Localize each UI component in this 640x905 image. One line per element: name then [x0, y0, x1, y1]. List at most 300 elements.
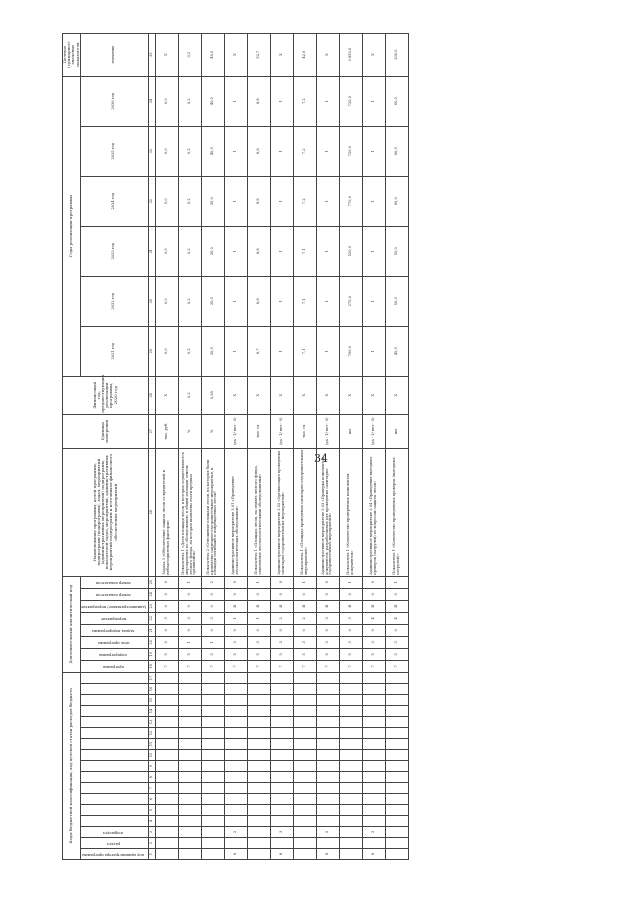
code-cell	[247, 849, 270, 860]
row-year-value: 7,1	[293, 276, 316, 326]
row-year-value: 35,0	[201, 176, 224, 226]
row-target-value: 3 850,0	[339, 33, 362, 76]
row-year-value: 60,0	[385, 76, 408, 126]
code-cell	[362, 750, 385, 761]
rotated-table-container	[62, 41, 602, 860]
row-unit: %	[201, 414, 224, 448]
code-cell	[178, 761, 201, 772]
row-unit: (да - 1/ нет - 0)	[316, 414, 339, 448]
extra-col-header	[80, 636, 148, 648]
code-cell	[224, 816, 247, 827]
extra-code-cell: 3	[155, 612, 178, 624]
row-name: Административное мероприятие 3.01 «Проведение лесопатологических обследований»	[224, 448, 247, 576]
extra-code-cell: 0	[270, 588, 293, 600]
code-cell: 3	[362, 827, 385, 838]
row-year-value: 1	[362, 226, 385, 276]
row-year-value: 0,2	[178, 276, 201, 326]
code-cell	[316, 750, 339, 761]
name-header: Наименование программы, целей программы, подпрограмм (подпрограмм), задач, мероприятий (административных мероприятий) подпрограмм, показателей задач, мероприятий, административных мероприятий подпрограмм и источников финансового обеспечения мероприятий	[63, 448, 149, 576]
extra-code-cell: 7	[270, 660, 293, 672]
code-cell	[316, 772, 339, 783]
column-number: 9	[148, 761, 155, 772]
code-cell	[385, 684, 408, 695]
extra-code-cell: 5	[224, 648, 247, 660]
row-year-value: 1	[270, 226, 293, 276]
extra-code-cell: 0	[339, 588, 362, 600]
code-cell	[178, 849, 201, 860]
row-year-value: 0,2	[178, 126, 201, 176]
column-number: 12	[148, 728, 155, 739]
row-year-value: 55,0	[385, 226, 408, 276]
code-cell	[155, 672, 178, 683]
row-year-value: 1	[270, 76, 293, 126]
code-cell	[385, 849, 408, 860]
code-cell	[201, 728, 224, 739]
code-cell	[293, 717, 316, 728]
code-cell	[224, 728, 247, 739]
row-target-value: X	[155, 33, 178, 76]
code-cell	[178, 750, 201, 761]
extra-col-header-text: подпрограмма	[99, 653, 128, 658]
row-name: Показатель 1 «Количество проверенных комплектов документов»	[339, 448, 362, 576]
code-col-header	[80, 672, 148, 683]
code-cell: 2	[224, 827, 247, 838]
code-cell	[339, 728, 362, 739]
column-number: 30	[148, 276, 155, 326]
extra-code-cell: 1	[293, 576, 316, 588]
code-cell	[270, 761, 293, 772]
row-year-value: 1	[224, 276, 247, 326]
code-cell: 8	[224, 849, 247, 860]
extra-code-cell: 0	[178, 600, 201, 612]
row-finance-2020: X	[270, 376, 293, 414]
code-cell	[224, 672, 247, 683]
row-year-value: 0,0	[155, 176, 178, 226]
code-cell	[178, 695, 201, 706]
code-cell	[339, 849, 362, 860]
row-target-value: X	[362, 33, 385, 76]
code-cell	[201, 761, 224, 772]
row-year-value: 45,0	[385, 326, 408, 376]
row-year-value: 60,0	[385, 126, 408, 176]
code-cell: 8	[362, 849, 385, 860]
column-number: 1	[148, 849, 155, 860]
row-target-value: 330,0	[385, 33, 408, 76]
row-year-value: 8,8	[247, 176, 270, 226]
table-row	[224, 33, 247, 859]
row-name: Показатель 1 «Количество проведенных проверок (выездных патрулей)»	[385, 448, 408, 576]
extra-code-cell: 1	[385, 576, 408, 588]
column-number: 22	[148, 612, 155, 624]
code-cell	[155, 827, 178, 838]
code-cell	[293, 695, 316, 706]
row-name: Показатель 1 «Площадь лесов, на землях лесного фонда, охваченных лесопатологическими обследованиями»	[247, 448, 270, 576]
code-cell	[155, 761, 178, 772]
code-cell	[362, 838, 385, 849]
column-number: 5	[148, 805, 155, 816]
code-cell	[385, 717, 408, 728]
code-col-header-text: подраздел	[103, 830, 124, 835]
code-cell	[247, 750, 270, 761]
code-cell	[201, 772, 224, 783]
row-finance-2020: X	[362, 376, 385, 414]
program-table	[62, 33, 409, 860]
code-cell	[316, 739, 339, 750]
row-year-value: 50,0	[385, 276, 408, 326]
code-cell	[293, 706, 316, 717]
column-number: 24	[148, 588, 155, 600]
column-number: 34	[148, 76, 155, 126]
code-cell	[178, 706, 201, 717]
code-cell	[385, 772, 408, 783]
extra-code-cell: 0	[247, 588, 270, 600]
year-header: 2021 год	[80, 326, 148, 376]
code-cell	[247, 672, 270, 683]
extra-code-cell: 7	[224, 660, 247, 672]
code-cell	[224, 761, 247, 772]
extra-code-cell: 0	[362, 624, 385, 636]
table-row	[362, 33, 385, 859]
row-year-value: 1	[270, 176, 293, 226]
code-cell	[316, 838, 339, 849]
code-cell	[155, 717, 178, 728]
row-finance-2020: 0,2	[178, 376, 201, 414]
row-year-value: 7,1	[293, 326, 316, 376]
extra-code-cell: Я	[385, 600, 408, 612]
code-cell	[362, 695, 385, 706]
code-cell	[385, 706, 408, 717]
extra-code-cell: 3	[316, 636, 339, 648]
row-year-value: 0,0	[155, 76, 178, 126]
row-name: Административное мероприятие 3.02 «Организация проведения санитарно-оздоровительных мероприятий»	[270, 448, 293, 576]
row-name: Показатель 2 «Отношение площади лесов, на которых были проведены санитарно-оздоровительные мероприятия, к площади погибших и поврежденных лесов»	[201, 448, 224, 576]
extra-col-header-text: задача подпрограммы	[92, 629, 135, 634]
code-cell	[201, 805, 224, 816]
code-cell	[155, 728, 178, 739]
extra-code-group-header: Дополнительный аналитический код	[63, 576, 81, 672]
row-year-value: 0,2	[178, 326, 201, 376]
column-number: 33	[148, 126, 155, 176]
row-year-value: 1	[224, 76, 247, 126]
code-cell	[201, 794, 224, 805]
target-value-header: значение	[80, 33, 148, 76]
code-cell	[293, 816, 316, 827]
row-target-value: X	[224, 33, 247, 76]
code-cell	[224, 739, 247, 750]
code-cell	[293, 739, 316, 750]
row-year-value: 60,0	[385, 176, 408, 226]
code-cell	[316, 728, 339, 739]
extra-code-cell: 5	[293, 648, 316, 660]
code-cell	[155, 695, 178, 706]
target-group-header: Целевое (суммарное) значение показателя	[63, 33, 81, 76]
row-finance-2020: X	[339, 376, 362, 414]
extra-code-cell: 7	[293, 660, 316, 672]
code-col-header	[80, 827, 148, 838]
extra-code-cell: Я	[362, 600, 385, 612]
code-col-header	[80, 706, 148, 717]
code-cell	[362, 739, 385, 750]
code-cell	[339, 794, 362, 805]
extra-code-cell: 3	[316, 612, 339, 624]
code-cell	[155, 816, 178, 827]
extra-code-cell: 5	[339, 648, 362, 660]
code-cell	[270, 805, 293, 816]
code-col-header	[80, 684, 148, 695]
table-row	[178, 33, 201, 859]
extra-code-cell: 0	[247, 624, 270, 636]
extra-code-cell: 1	[224, 612, 247, 624]
finance-year-header: Финансовый год, предшествующий реализации программы, 2020 год	[63, 376, 149, 414]
year-header: 2026 год	[80, 76, 148, 126]
code-cell	[293, 794, 316, 805]
table-row	[339, 33, 362, 859]
row-year-value: 1	[224, 226, 247, 276]
extra-code-cell: 0	[316, 624, 339, 636]
extra-code-cell: 3	[270, 636, 293, 648]
code-cell	[224, 684, 247, 695]
row-year-value: 1	[362, 276, 385, 326]
code-cell	[385, 783, 408, 794]
row-finance-2020: X	[293, 376, 316, 414]
row-year-value: 1	[270, 126, 293, 176]
row-target-value: X	[270, 33, 293, 76]
row-finance-2020: X	[385, 376, 408, 414]
code-cell	[201, 695, 224, 706]
code-cell	[362, 772, 385, 783]
row-year-value: 30,0	[201, 326, 224, 376]
row-year-value: 40,0	[201, 76, 224, 126]
code-cell	[201, 706, 224, 717]
code-cell	[155, 739, 178, 750]
column-number: 32	[148, 176, 155, 226]
extra-col-header-text: номер показателя	[95, 581, 131, 586]
code-cell	[201, 849, 224, 860]
extra-code-cell: 3	[293, 636, 316, 648]
row-finance-2020: 0,28	[201, 376, 224, 414]
extra-code-cell: 5	[201, 648, 224, 660]
row-year-value: 7,2	[293, 126, 316, 176]
code-cell	[362, 728, 385, 739]
extra-code-cell: Я	[224, 600, 247, 612]
code-cell	[293, 827, 316, 838]
extra-code-cell: 0	[155, 600, 178, 612]
extra-col-header-text: мероприятие	[100, 617, 126, 622]
code-cell	[293, 728, 316, 739]
code-cell	[155, 805, 178, 816]
row-year-value: 0,0	[155, 276, 178, 326]
code-cell	[247, 728, 270, 739]
code-col-header	[80, 695, 148, 706]
extra-code-cell: 0	[155, 576, 178, 588]
codes-group-header: Коды бюджетной классификации, код целевой статьи расходов бюджета	[63, 672, 81, 859]
code-cell	[362, 717, 385, 728]
code-col-header-text: код администратора программы	[82, 852, 145, 857]
row-name: Административное мероприятие 3.04 «Проведение выездных проверок (патрулей) по вопросам защиты лесов»	[362, 448, 385, 576]
code-cell	[385, 761, 408, 772]
code-cell	[201, 717, 224, 728]
column-number: 21	[148, 624, 155, 636]
row-name: Показатель 1 «Доля площади лесов, в которых осуществляются мероприятия по обследованию, в общей площади земель лесного фонда, на которых выявлены очаги вредных организмов»	[178, 448, 201, 576]
code-col-header-text: раздел	[106, 841, 120, 846]
extra-code-cell: 0	[201, 600, 224, 612]
row-target-value: 0,2	[178, 33, 201, 76]
code-cell	[155, 750, 178, 761]
code-col-header	[80, 805, 148, 816]
column-number: 18	[148, 660, 155, 672]
row-unit: %	[178, 414, 201, 448]
row-year-value: 720,0	[339, 76, 362, 126]
extra-code-cell: 0	[224, 624, 247, 636]
year-header: 2025 год	[80, 126, 148, 176]
extra-code-cell: 1	[247, 576, 270, 588]
row-name: Административное мероприятие 3.03 «Проверка комплектов документов, разработанных для проведения санитарно-оздоровительных мероприятий»	[316, 448, 339, 576]
code-cell	[339, 684, 362, 695]
extra-code-cell: 7	[201, 660, 224, 672]
extra-code-cell: 0	[362, 576, 385, 588]
extra-code-cell: Я	[293, 600, 316, 612]
code-cell	[201, 739, 224, 750]
extra-col-header-text: номер показателя	[95, 593, 131, 598]
extra-code-cell: 2	[270, 612, 293, 624]
column-number: 16	[148, 684, 155, 695]
code-cell	[316, 805, 339, 816]
code-cell	[316, 816, 339, 827]
extra-code-cell: 0	[293, 588, 316, 600]
row-year-value: 1	[316, 126, 339, 176]
extra-code-cell: 3	[224, 636, 247, 648]
code-cell	[155, 783, 178, 794]
row-year-value: 7,2	[293, 76, 316, 126]
code-cell	[178, 794, 201, 805]
column-number: 23	[148, 600, 155, 612]
row-unit: шт	[385, 414, 408, 448]
code-cell	[247, 816, 270, 827]
code-cell	[247, 761, 270, 772]
column-number: 15	[148, 695, 155, 706]
code-cell	[293, 838, 316, 849]
row-year-value: 8,8	[247, 126, 270, 176]
code-cell	[270, 739, 293, 750]
extra-code-cell: 7	[362, 660, 385, 672]
code-col-header	[80, 761, 148, 772]
code-cell	[155, 706, 178, 717]
row-year-value: 1	[362, 176, 385, 226]
code-cell	[155, 772, 178, 783]
code-cell	[155, 849, 178, 860]
code-cell	[385, 739, 408, 750]
code-cell	[178, 805, 201, 816]
code-cell	[224, 783, 247, 794]
code-cell	[178, 783, 201, 794]
extra-code-cell: 3	[385, 636, 408, 648]
extra-code-cell: 2	[293, 612, 316, 624]
year-header: 2023 год	[80, 226, 148, 276]
extra-code-cell: Я	[247, 600, 270, 612]
code-cell	[385, 816, 408, 827]
row-year-value: 1	[270, 276, 293, 326]
code-col-header	[80, 794, 148, 805]
extra-code-cell: 3	[247, 636, 270, 648]
column-number: 14	[148, 706, 155, 717]
extra-code-cell: 0	[178, 588, 201, 600]
code-cell	[224, 706, 247, 717]
code-cell	[270, 750, 293, 761]
row-target-value: 40,0	[201, 33, 224, 76]
extra-code-cell: 5	[247, 648, 270, 660]
extra-code-cell: 1	[247, 612, 270, 624]
extra-code-cell: 0	[155, 624, 178, 636]
row-unit: тыс. га	[293, 414, 316, 448]
code-cell	[178, 728, 201, 739]
code-cell	[316, 695, 339, 706]
column-number: 10	[148, 750, 155, 761]
row-year-value: 7,1	[293, 226, 316, 276]
code-cell	[247, 739, 270, 750]
code-cell	[155, 684, 178, 695]
column-number: 28	[148, 376, 155, 414]
row-unit: тыс. руб.	[155, 414, 178, 448]
extra-code-cell: 0	[385, 624, 408, 636]
code-cell: 3	[270, 827, 293, 838]
code-cell	[270, 695, 293, 706]
extra-code-cell: 0	[224, 588, 247, 600]
code-cell	[247, 772, 270, 783]
code-cell	[270, 783, 293, 794]
code-cell	[247, 794, 270, 805]
code-cell	[224, 695, 247, 706]
code-cell	[270, 672, 293, 683]
code-cell	[178, 684, 201, 695]
table-row	[201, 33, 224, 859]
extra-code-cell: 0	[270, 624, 293, 636]
row-year-value: 770,0	[339, 176, 362, 226]
column-number: 35	[148, 33, 155, 76]
column-number: 25	[148, 576, 155, 588]
code-cell	[201, 838, 224, 849]
row-target-value: 42,9	[293, 33, 316, 76]
column-number: 27	[148, 414, 155, 448]
extra-code-cell: 5	[178, 648, 201, 660]
code-cell: 8	[316, 849, 339, 860]
code-cell	[293, 805, 316, 816]
code-cell	[270, 838, 293, 849]
row-year-value: 0,2	[178, 226, 201, 276]
extra-code-cell: 3	[178, 612, 201, 624]
row-year-value: 0,0	[155, 226, 178, 276]
code-cell	[247, 783, 270, 794]
extra-code-cell: 5	[155, 648, 178, 660]
code-cell	[339, 761, 362, 772]
extra-code-cell: 7	[339, 660, 362, 672]
row-unit: шт	[339, 414, 362, 448]
extra-code-cell: 7	[155, 660, 178, 672]
code-cell	[270, 794, 293, 805]
extra-code-cell: 0	[155, 636, 178, 648]
row-year-value: 520,0	[339, 226, 362, 276]
code-cell	[224, 772, 247, 783]
code-col-header	[80, 739, 148, 750]
code-cell	[178, 717, 201, 728]
code-cell	[385, 695, 408, 706]
code-cell	[362, 761, 385, 772]
code-cell	[293, 783, 316, 794]
extra-col-header	[80, 660, 148, 672]
extra-code-cell: 0	[270, 576, 293, 588]
table-row	[385, 33, 408, 859]
row-finance-2020: X	[155, 376, 178, 414]
extra-col-header	[80, 576, 148, 588]
